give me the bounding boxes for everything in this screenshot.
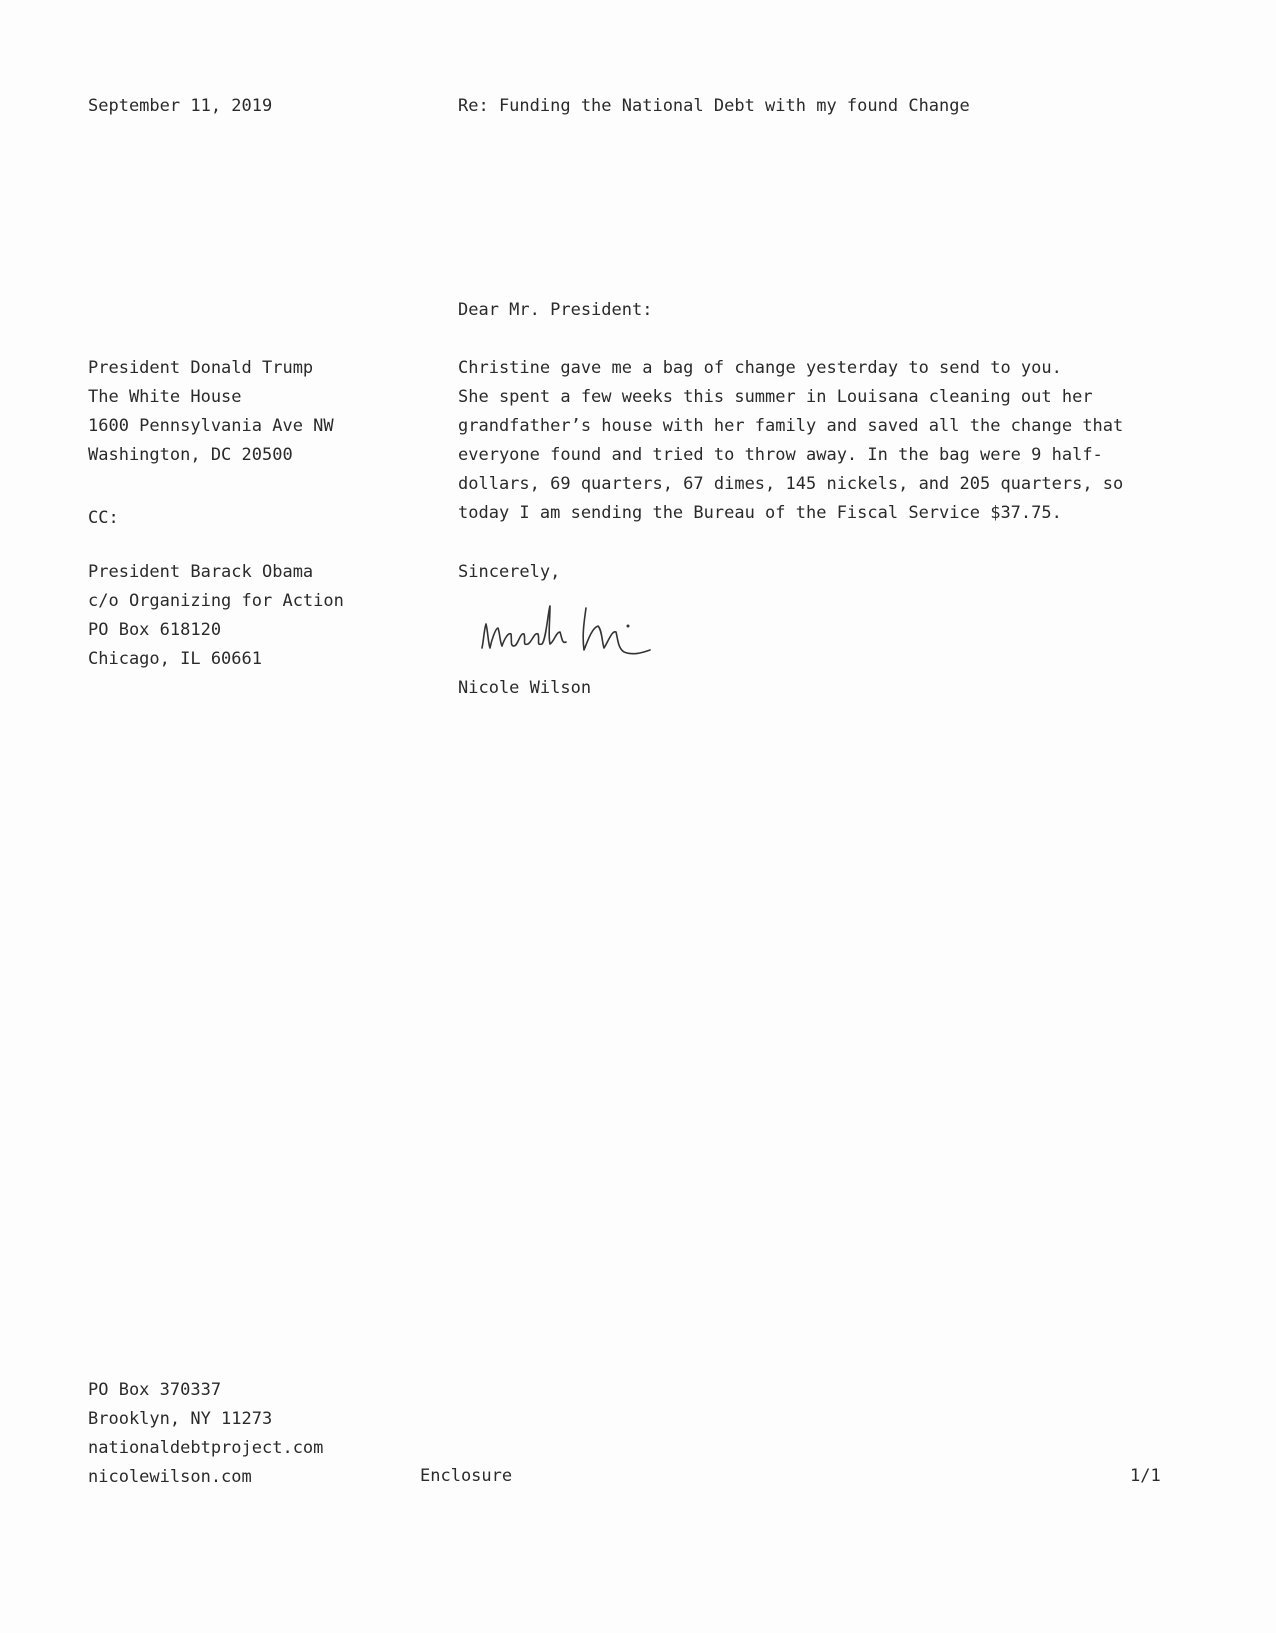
footer-line: nicolewilson.com — [88, 1467, 252, 1487]
recipient-line: The White House — [88, 387, 242, 407]
salutation: Dear Mr. President: — [458, 300, 653, 320]
cc-line: c/o Organizing for Action — [88, 591, 344, 611]
cc-label: CC: — [88, 508, 119, 528]
letter-date: September 11, 2019 — [88, 96, 273, 116]
letter-body — [458, 354, 1123, 528]
recipient-address — [88, 354, 334, 470]
cc-address — [88, 558, 344, 674]
body-line: She spent a few weeks this summer in Louisana cleaning out her — [458, 387, 1093, 407]
footer-address — [88, 1376, 323, 1492]
footer-line: PO Box 370337 — [88, 1380, 222, 1400]
cc-line: Chicago, IL 60661 — [88, 649, 262, 669]
page-number: 1/1 — [1130, 1466, 1161, 1486]
cc-line: President Barack Obama — [88, 562, 314, 582]
footer-line: nationaldebtproject.com — [88, 1438, 324, 1458]
recipient-line: President Donald Trump — [88, 358, 314, 378]
recipient-line: 1600 Pennsylvania Ave NW — [88, 416, 334, 436]
body-line: Christine gave me a bag of change yesterday to send to you. — [458, 358, 1062, 378]
body-line: grandfather’s house with her family and saved all the change that — [458, 416, 1124, 436]
cc-line: PO Box 618120 — [88, 620, 222, 640]
closing: Sincerely, — [458, 562, 561, 582]
handwritten-signature-icon — [478, 602, 678, 662]
signer-name: Nicole Wilson — [458, 678, 592, 698]
body-line: everyone found and tried to throw away. In the bag were 9 half- — [458, 445, 1103, 465]
letter-subject: Re: Funding the National Debt with my found Change — [458, 96, 970, 116]
footer-line: Brooklyn, NY 11273 — [88, 1409, 273, 1429]
recipient-line: Washington, DC 20500 — [88, 445, 293, 465]
body-line: dollars, 69 quarters, 67 dimes, 145 nickels, and 205 quarters, so — [458, 474, 1124, 494]
enclosure-label: Enclosure — [420, 1466, 513, 1486]
body-line: today I am sending the Bureau of the Fiscal Service $37.75. — [458, 503, 1062, 523]
